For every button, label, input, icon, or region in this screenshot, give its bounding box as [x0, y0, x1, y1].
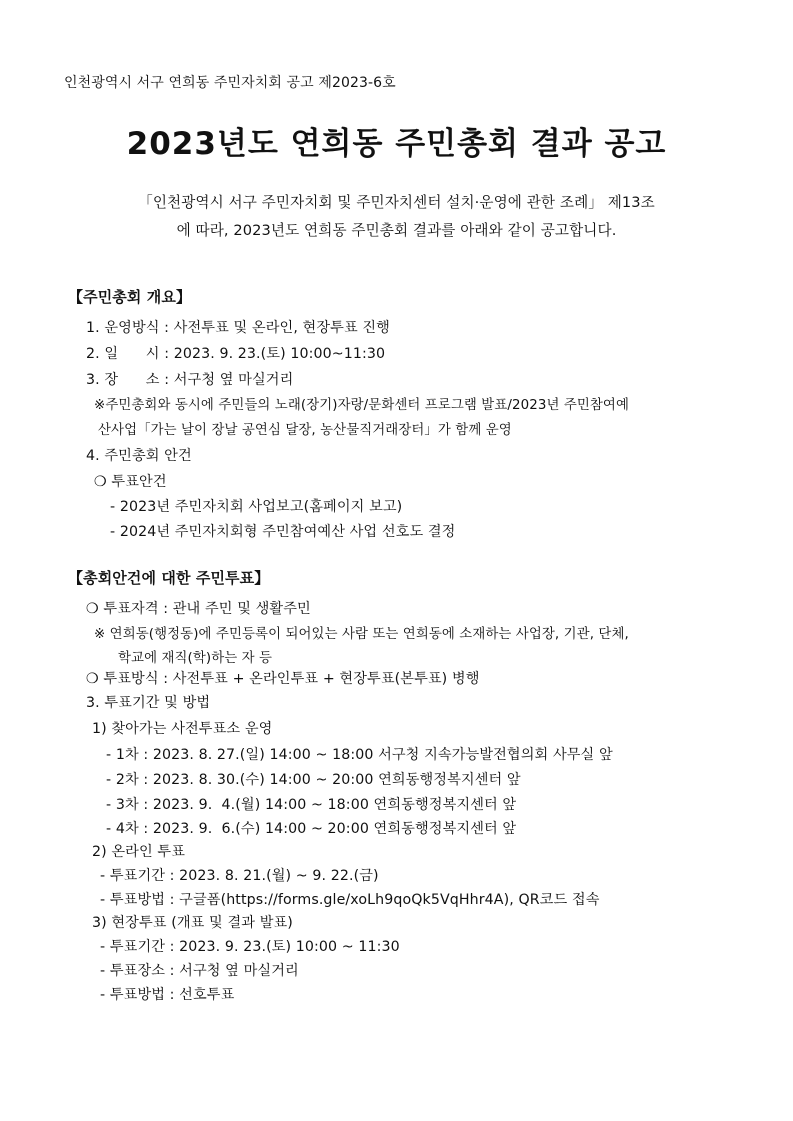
- overview-item: 4. 주민총회 안건: [86, 448, 192, 464]
- pre-voting-item: - 1차 : 2023. 8. 27.(일) 14:00 ~ 18:00 서구청 지속가능발전협의회 사무실 앞: [106, 747, 613, 763]
- overview-item: 3. 장 소 : 서구청 옆 마실거리: [86, 372, 294, 388]
- subsection-title: 1) 찾아가는 사전투표소 운영: [92, 721, 273, 737]
- subsection-title: 2) 온라인 투표: [92, 844, 186, 860]
- intro-line-2: 에 따라, 2023년도 연희동 주민총회 결과를 아래와 같이 공고합니다.: [176, 222, 617, 239]
- subsection-title: 3) 현장투표 (개표 및 결과 발표): [92, 915, 293, 931]
- onsite-voting-item: - 투표장소 : 서구청 옆 마실거리: [100, 963, 299, 979]
- eligibility-note: ※ 연희동(행정동)에 주민등록이 되어있는 사람 또는 연희동에 소재하는 사업장, 기관, 단체,: [94, 627, 629, 642]
- onsite-voting-item: - 투표방법 : 선호투표: [100, 987, 235, 1003]
- overview-item: 1. 운영방식 : 사전투표 및 온라인, 현장투표 진행: [86, 320, 390, 336]
- voting-period-title: 3. 투표기간 및 방법: [86, 695, 211, 711]
- pre-voting-item: - 4차 : 2023. 9. 6.(수) 14:00 ~ 20:00 연희동행정복지센터 앞: [106, 821, 517, 837]
- agenda-title: ❍ 투표안건: [94, 474, 167, 490]
- pre-voting-item: - 3차 : 2023. 9. 4.(월) 14:00 ~ 18:00 연희동행정복지센터 앞: [106, 797, 517, 813]
- agenda-item: - 2023년 주민자치회 사업보고(홈페이지 보고): [110, 499, 403, 515]
- section-heading-overview: 【주민총회 개요】: [68, 288, 192, 306]
- overview-item: 2. 일 시 : 2023. 9. 23.(토) 10:00~11:30: [86, 346, 386, 362]
- intro-line-1: 「인천광역시 서구 주민자치회 및 주민자치센터 설치·운영에 관한 조례」 제13조: [138, 194, 655, 211]
- voting-eligibility: ❍ 투표자격 : 관내 주민 및 생활주민: [86, 601, 311, 617]
- online-voting-item: - 투표방법 : 구글폼(https://forms.gle/xoLh9qoQk5VqHhr4A), QR코드 접속: [100, 892, 600, 908]
- voting-method: ❍ 투표방식 : 사전투표 + 온라인투표 + 현장투표(본투표) 병행: [86, 671, 480, 687]
- document-title: 2023년도 연희동 주민총회 결과 공고: [126, 126, 667, 162]
- notice-number: 인천광역시 서구 연희동 주민자치회 공고 제2023-6호: [64, 75, 396, 91]
- online-voting-item: - 투표기간 : 2023. 8. 21.(월) ~ 9. 22.(금): [100, 868, 379, 884]
- agenda-item: - 2024년 주민자치회형 주민참여예산 사업 선호도 결정: [110, 524, 456, 540]
- pre-voting-item: - 2차 : 2023. 8. 30.(수) 14:00 ~ 20:00 연희동행정복지센터 앞: [106, 772, 521, 788]
- overview-note: 산사업「가는 날이 장날 공연심 달장, 농산물직거래장터」가 함께 운영: [98, 423, 512, 438]
- overview-note: ※주민총회와 동시에 주민들의 노래(장기)자랑/문화센터 프로그램 발표/2023년 주민참여예: [94, 398, 630, 413]
- onsite-voting-item: - 투표기간 : 2023. 9. 23.(토) 10:00 ~ 11:30: [100, 939, 400, 955]
- section-heading-voting: 【총회안건에 대한 주민투표】: [68, 569, 270, 587]
- eligibility-note: 학교에 재직(학)하는 자 등: [118, 651, 273, 666]
